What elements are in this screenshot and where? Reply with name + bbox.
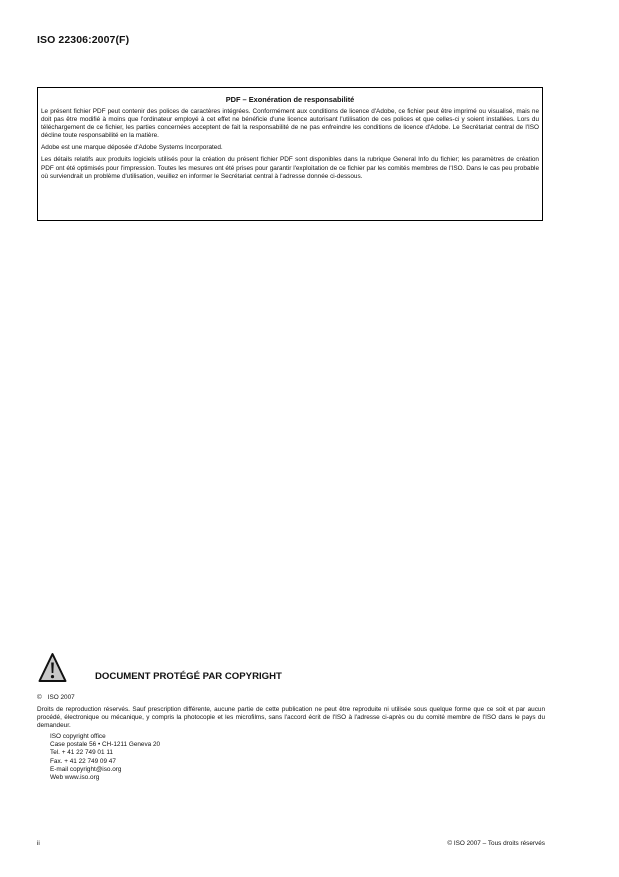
address-fax: Fax. + 41 22 749 09 47 xyxy=(50,757,116,765)
document-id: ISO 22306:2007(F) xyxy=(37,34,130,46)
disclaimer-paragraph-fonts: Le présent fichier PDF peut contenir des polices de caractères intégrées. Conformément aux conditions de licence d'Adobe, ce fichier peut être imprimé ou visualisé, mais ne doit pas être modifié à moins que l'ordinateur employé à cet effet ne bénéficie d'une licence autorisant l'utilisation de ces polices et que celles-ci y soient installées. Lors du téléchargement de ce fichier, les parties concernées acceptent de fait la responsabilité de ne pas enfreindre les conditions de licence d'Adobe. Le Secrétariat central de l'ISO décline toute responsabilité en la matière. xyxy=(41,108,539,140)
address-postal: Case postale 56 • CH-1211 Geneva 20 xyxy=(50,741,161,749)
footer-rights: © ISO 2007 – Tous droits réservés xyxy=(447,840,545,847)
copyright-office-address xyxy=(50,733,547,782)
copyright-symbol: © xyxy=(37,694,42,701)
copyright-section xyxy=(37,646,547,782)
address-email[interactable]: E-mail copyright@iso.org xyxy=(50,765,122,773)
disclaimer-paragraph-details: Les détails relatifs aux produits logiciels utilisés pour la création du présent fichier PDF sont disponibles dans la rubrique General Info du fichier; les paramètres de création PDF ont été optimisés pour l'impression. Toutes les mesures ont été prises pour garantir l'exploitation de ce fichier par les comités membres de l'ISO. Dans le cas peu probable où surviendrait un problème d'utilisation, veuillez en informer le Secrétariat central à l'adresse donnée ci-dessous. xyxy=(41,156,539,180)
copyright-holder: ISO 2007 xyxy=(47,694,75,701)
copyright-title: DOCUMENT PROTÉGÉ PAR COPYRIGHT xyxy=(95,671,282,682)
copyright-holder-line xyxy=(37,694,547,702)
copyright-header xyxy=(37,646,547,684)
reproduction-rights-text: Droits de reproduction réservés. Sauf prescription différente, aucune partie de cette publication ne peut être reproduite ni utilisée sous quelque forme que ce soit et par aucun procédé, électronique ou mécanique, y compris la photocopie et les microfilms, sans l'accord écrit de l'ISO à l'adresse ci-après ou du comité membre de l'ISO dans le pays du demandeur. xyxy=(37,706,545,730)
page-number: ii xyxy=(37,840,40,847)
disclaimer-title: PDF – Exonération de responsabilité xyxy=(225,95,355,104)
address-web[interactable]: Web www.iso.org xyxy=(50,773,100,781)
address-tel: Tel. + 41 22 749 01 11 xyxy=(50,749,113,757)
disclaimer-paragraph-trademark: Adobe est une marque déposée d'Adobe Systems Incorporated. xyxy=(41,144,223,152)
pdf-disclaimer-box xyxy=(37,87,543,221)
address-office: ISO copyright office xyxy=(50,733,106,741)
warning-triangle-icon xyxy=(38,652,67,684)
